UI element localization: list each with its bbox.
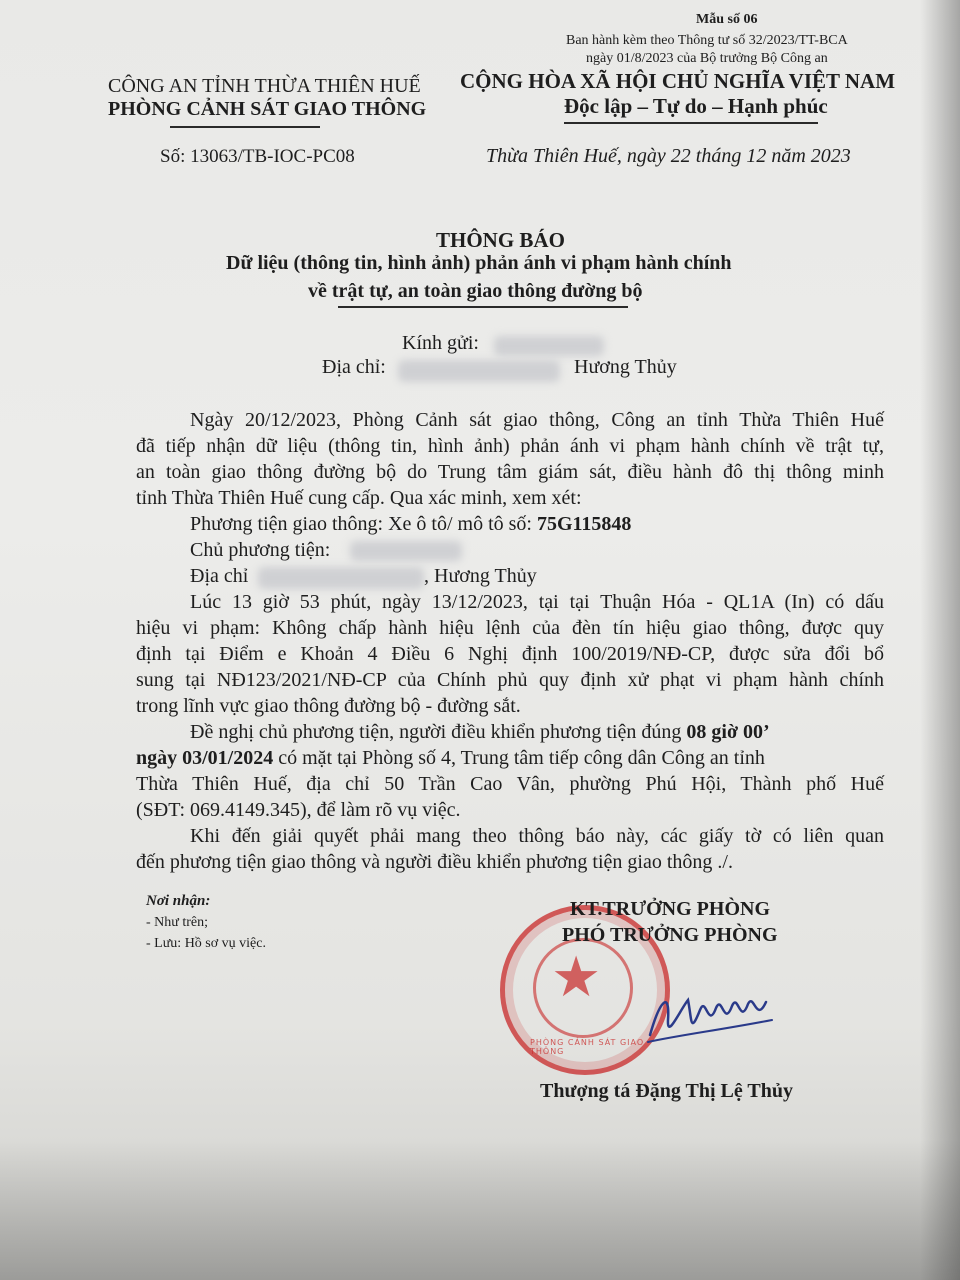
stamp-star-icon: ★ <box>551 947 602 1009</box>
owner-address-redacted <box>258 567 424 589</box>
agency-name: PHÒNG CẢNH SÁT GIAO THÔNG <box>108 98 427 120</box>
body-p3-line1-text: Đề nghị chủ phương tiện, người điều khiển phương tiện đúng <box>190 721 682 743</box>
body-p3-line3: Thừa Thiên Huế, địa chỉ 50 Trần Cao Vân, phường Phú Hội, Thành phố Huế <box>136 773 884 795</box>
body-p1-line2: đã tiếp nhận dữ liệu (thông tin, hình ảnh) phản ánh vi phạm hành chính về trật tự, <box>136 435 884 457</box>
nation-name: CỘNG HÒA XÃ HỘI CHỦ NGHĨA VIỆT NAM <box>460 69 896 93</box>
body-p2-line4: sung tại NĐ123/2021/NĐ-CP của Chính phủ quy định xử phạt vi phạm hành chính <box>136 669 884 691</box>
recipient-address-redacted <box>398 360 560 382</box>
body-p2-line1: Lúc 13 giờ 53 phút, ngày 13/12/2023, tại tại Thuận Hóa - QL1A (In) có dấu <box>190 591 884 613</box>
body-p2-line5: trong lĩnh vực giao thông đường bộ - đường sắt. <box>136 695 521 717</box>
stamp-text: PHÒNG CẢNH SÁT GIAO THÔNG <box>530 1038 645 1056</box>
agency-underline <box>170 126 320 128</box>
vehicle-plate: 75G115848 <box>536 513 632 535</box>
recipient-address-tail: Hương Thủy <box>574 356 677 378</box>
form-issued-line2: ngày 01/8/2023 của Bộ trưởng Bộ Công an <box>586 51 828 66</box>
title-underline <box>338 306 628 308</box>
motto-underline <box>564 122 818 124</box>
body-p1-line4: tỉnh Thừa Thiên Huế cung cấp. Qua xác minh, xem xét: <box>136 487 582 509</box>
appointment-time: 08 giờ 00’ <box>686 721 770 743</box>
handwritten-signature <box>640 980 780 1050</box>
owner-label: Chủ phương tiện: <box>190 539 331 561</box>
place-date: Thừa Thiên Huế, ngày 22 tháng 12 năm 2023 <box>486 145 851 167</box>
form-number: Mẫu số 06 <box>696 12 758 27</box>
document-number: Số: 13063/TB-IOC-PC08 <box>160 146 355 167</box>
body-p4-line1: Khi đến giải quyết phải mang theo thông báo này, các giấy tờ có liên quan <box>190 825 884 847</box>
body-p2-line3: định tại Điểm e Khoản 4 Điều 6 Nghị định 100/2019/NĐ-CP, được sửa đổi bổ <box>136 643 884 665</box>
vehicle-line <box>190 511 631 538</box>
recipient-label: Kính gửi: <box>402 332 479 354</box>
body-p1-line3: an toàn giao thông đường bộ do Trung tâm giám sát, điều hành đô thị thông minh <box>136 461 884 483</box>
notice-subtitle-2: về trật tự, an toàn giao thông đường bộ <box>308 280 643 302</box>
body-p3-line2-text: có mặt tại Phòng số 4, Trung tâm tiếp công dân Công an tỉnh <box>278 747 765 769</box>
signature-title-2: PHÓ TRƯỞNG PHÒNG <box>562 924 778 946</box>
signature-title-1: KT.TRƯỞNG PHÒNG <box>570 898 770 920</box>
vehicle-label: Phương tiện giao thông: Xe ô tô/ mô tô số: <box>190 513 532 535</box>
agency-parent: CÔNG AN TỈNH THỪA THIÊN HUẾ <box>108 75 421 97</box>
signer-name: Thượng tá Đặng Thị Lệ Thủy <box>540 1080 793 1102</box>
recipients-heading: Nơi nhận: <box>146 893 211 909</box>
body-p3-line2 <box>136 745 765 772</box>
body-p2-line2: hiệu vi phạm: Không chấp hành hiệu lệnh của đèn tín hiệu giao thông, được quy <box>136 617 884 639</box>
owner-name-redacted <box>350 541 462 561</box>
notice-subtitle-1: Dữ liệu (thông tin, hình ảnh) phản ánh vi phạm hành chính <box>226 252 732 274</box>
recipients-item-1: - Như trên; <box>146 915 209 930</box>
notice-title: THÔNG BÁO <box>436 228 565 252</box>
form-issued-line1: Ban hành kèm theo Thông tư số 32/2023/TT-BCA <box>566 33 848 48</box>
owner-address-label: Địa chỉ <box>190 565 249 587</box>
body-p1-line1: Ngày 20/12/2023, Phòng Cảnh sát giao thông, Công an tỉnh Thừa Thiên Huế <box>190 409 884 431</box>
page-shadow-right <box>920 0 960 1280</box>
recipient-name-redacted <box>494 336 604 356</box>
recipients-item-2: - Lưu: Hồ sơ vụ việc. <box>146 936 266 951</box>
page-shadow-bottom <box>0 1140 960 1280</box>
body-p3-line4: (SĐT: 069.4149.345), để làm rõ vụ việc. <box>136 799 461 821</box>
owner-address-tail: , Hương Thủy <box>424 565 537 587</box>
appointment-date: ngày 03/01/2024 <box>136 747 274 769</box>
body-p3-line1 <box>190 719 770 746</box>
recipient-address-label: Địa chỉ: <box>322 356 386 378</box>
nation-motto: Độc lập – Tự do – Hạnh phúc <box>564 94 828 118</box>
body-p4-line2: đến phương tiện giao thông và người điều khiển phương tiện giao thông ./. <box>136 851 733 873</box>
